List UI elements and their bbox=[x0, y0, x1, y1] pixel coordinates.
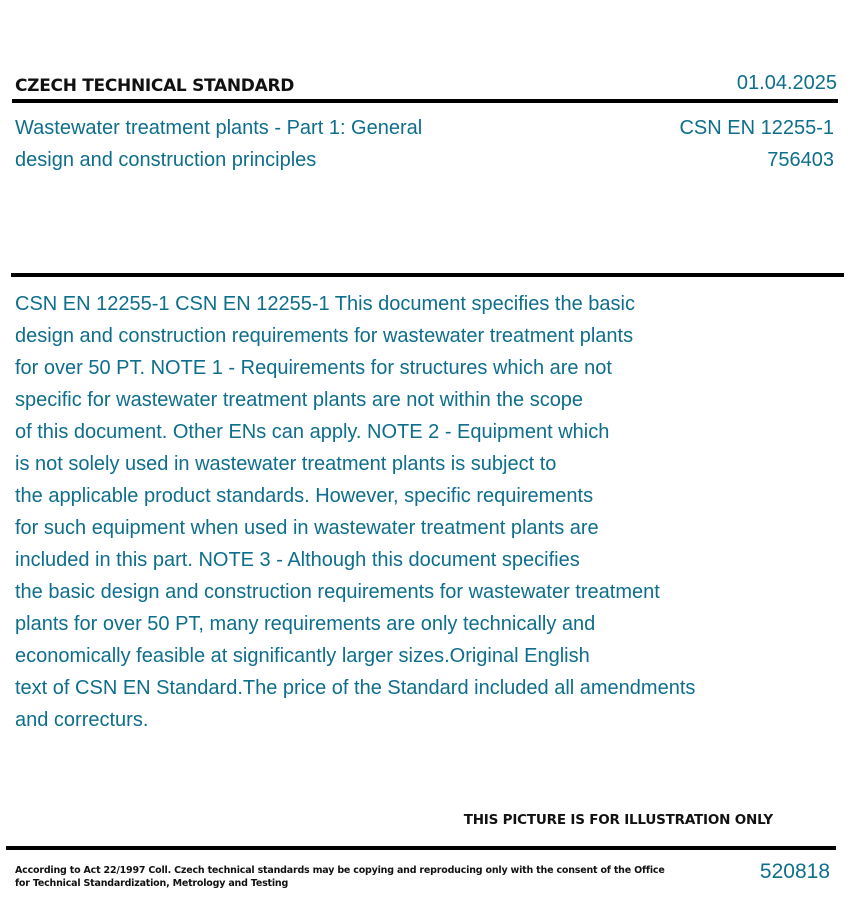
abstract-line: text of CSN EN Standard.The price of the Standard included all amendments bbox=[15, 677, 696, 699]
header-divider bbox=[12, 99, 838, 103]
abstract-line: for such equipment when used in wastewater treatment plants are bbox=[15, 517, 599, 539]
abstract-line: and correcturs. bbox=[15, 709, 149, 731]
standard-code: CSN EN 12255-1 bbox=[679, 117, 834, 139]
publication-date: 01.04.2025 bbox=[736, 72, 837, 94]
abstract-line: specific for wastewater treatment plants are not within the scope bbox=[15, 389, 584, 411]
section-divider bbox=[11, 273, 844, 277]
abstract-line: plants for over 50 PT, many requirements are only technically and bbox=[15, 613, 596, 635]
document-title-line-1: Wastewater treatment plants - Part 1: General bbox=[15, 117, 423, 139]
abstract-line: for over 50 PT. NOTE 1 - Requirements for structures which are not bbox=[15, 357, 612, 379]
copyright-line: According to Act 22/1997 Coll. Czech technical standards may be copying and reproducing only with the consent of the Office bbox=[15, 865, 665, 876]
classification-number: 756403 bbox=[767, 149, 834, 171]
document-title-line-2: design and construction principles bbox=[15, 149, 317, 171]
footer-divider bbox=[6, 846, 836, 850]
abstract-line: of this document. Other ENs can apply. NOTE 2 - Equipment which bbox=[15, 421, 610, 443]
illustration-disclaimer: THIS PICTURE IS FOR ILLUSTRATION ONLY bbox=[463, 812, 773, 828]
document-abstract bbox=[15, 288, 805, 736]
abstract-line: CSN EN 12255-1 CSN EN 12255-1 This document specifies the basic bbox=[15, 293, 635, 315]
abstract-line: economically feasible at significantly larger sizes.Original English bbox=[15, 645, 590, 667]
document-id-number: 520818 bbox=[759, 860, 830, 883]
copyright-line: for Technical Standardization, Metrology and Testing bbox=[15, 878, 289, 889]
abstract-line: is not solely used in wastewater treatment plants is subject to bbox=[15, 453, 557, 475]
standard-type-label: CZECH TECHNICAL STANDARD bbox=[15, 76, 295, 96]
abstract-line: design and construction requirements for wastewater treatment plants bbox=[15, 325, 634, 347]
abstract-line: the applicable product standards. However, specific requirements bbox=[15, 485, 594, 507]
abstract-line: included in this part. NOTE 3 - Although this document specifies bbox=[15, 549, 580, 571]
abstract-line: the basic design and construction requirements for wastewater treatment bbox=[15, 581, 660, 603]
copyright-notice bbox=[15, 864, 665, 890]
